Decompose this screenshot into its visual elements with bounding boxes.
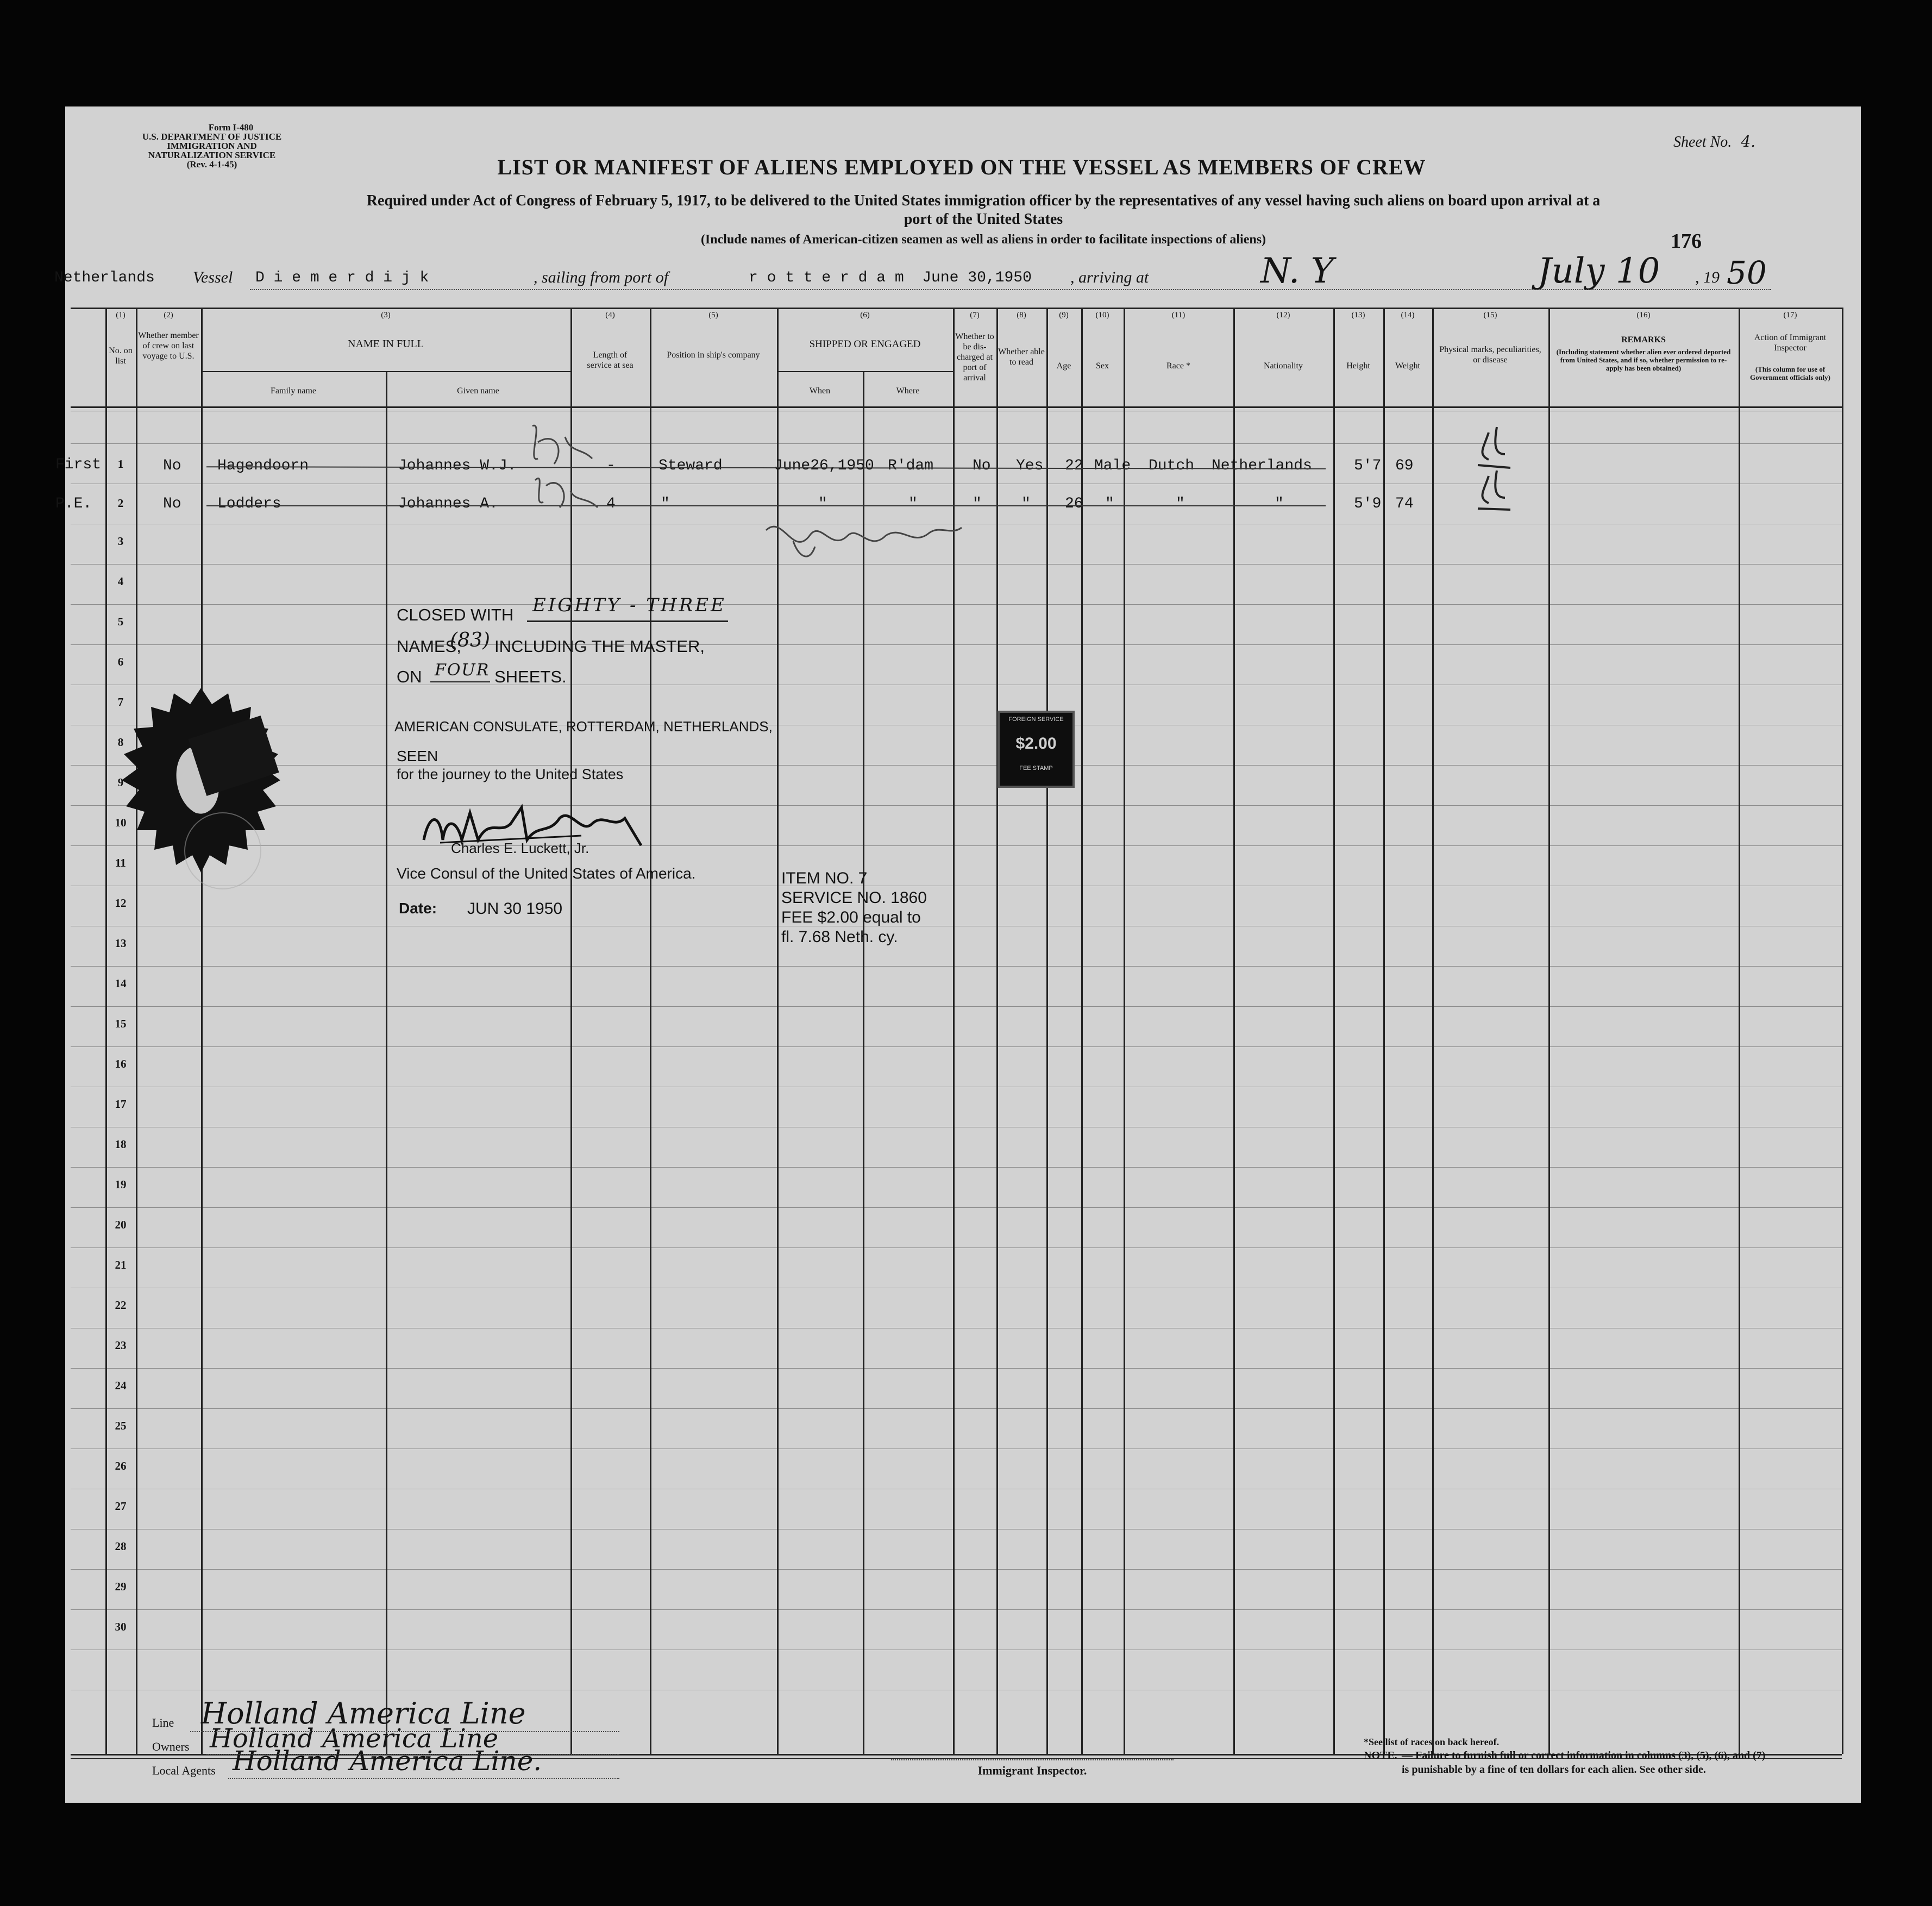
row-number: 12: [115, 896, 127, 910]
vessel-name: D i e m e r d i j k: [255, 269, 429, 286]
row-number: 19: [115, 1178, 127, 1191]
col-line: [996, 308, 998, 1754]
row-number: 3: [117, 535, 124, 548]
row-number: 14: [115, 977, 127, 990]
where-header: Where: [896, 386, 920, 396]
col-head-6: SHIPPED OR ENGAGED: [809, 338, 921, 350]
on-label: ON: [397, 667, 422, 686]
form-subtitle-1: Required under Act of Congress of February 5, 1917, to be delivered to the United States immigration officer by the representatives of any vessel having such aliens on board upon arrival at a: [366, 192, 1601, 209]
sheet-number-block: [1673, 133, 1755, 151]
row-number: 21: [115, 1258, 127, 1271]
note-text: — Failure to furnish full or correct information in columns (3), (5), (6), and (7): [1402, 1750, 1766, 1761]
owners-rule: [206, 1754, 619, 1755]
row-rule: [71, 765, 1842, 766]
cell-last-voyage: No: [163, 496, 181, 512]
col-head-2: Whether member of crew on last voyage to U.S.: [138, 331, 199, 361]
row-number: 5: [117, 615, 124, 628]
closed-count-words: EIGHTY - THREE: [532, 594, 726, 616]
col-head-3: NAME IN FULL: [348, 338, 424, 350]
line-label-visible: Line: [152, 1716, 174, 1729]
cell-given-name: Johannes A.: [398, 496, 498, 512]
row-number: 4: [117, 575, 124, 588]
fee-amount-usd: FEE $2.00 equal to: [781, 908, 921, 926]
sheets-underline: [430, 681, 490, 682]
cell-when: ": [818, 496, 827, 512]
revenue-stamp-top: FOREIGN SERVICE: [1008, 716, 1064, 723]
row-rule: [71, 604, 1842, 605]
cell-read: ": [1021, 496, 1031, 512]
cell-nationality: ": [1275, 496, 1284, 512]
row-class: P.E.: [55, 496, 92, 512]
cell-discharged: No: [973, 457, 991, 474]
col-num-14: (14): [1401, 311, 1415, 319]
row-class: First: [55, 456, 102, 473]
col-line: [1081, 308, 1083, 1754]
col-num-8: (8): [1017, 311, 1026, 319]
consulate-line-3: for the journey to the United States: [397, 766, 624, 782]
col-num-7: (7): [970, 311, 980, 319]
cell-weight: 74: [1395, 496, 1414, 512]
col-num-3: (3): [381, 311, 391, 319]
row-number: 27: [115, 1500, 127, 1513]
col-line: [1739, 308, 1740, 1754]
col-head-11: Race *: [1166, 361, 1190, 371]
row-number: 17: [115, 1098, 127, 1111]
year-prefix: , 19: [1695, 268, 1720, 286]
col-line: [570, 308, 572, 1754]
col-head-7: Whether to be dis-charged at port of arrival: [955, 332, 994, 383]
revenue-stamp-value: $2.00: [1015, 735, 1057, 753]
cell-where: R'dam: [888, 457, 934, 474]
col-head-14: Weight: [1395, 361, 1420, 371]
col-num-1: (1): [116, 311, 126, 319]
cell-height: 5'7: [1354, 457, 1382, 474]
revenue-stamp-bottom: FEE STAMP: [1019, 765, 1053, 772]
fee-amount-nlg: fl. 7.68 Neth. cy.: [781, 928, 898, 946]
cell-read: Yes: [1016, 457, 1044, 474]
vessel-label: Vessel: [193, 268, 233, 286]
col-num-2: (2): [164, 311, 173, 319]
sheet-label: Sheet No.: [1673, 134, 1732, 151]
arrival-date: July 10: [1538, 251, 1660, 291]
col-num-17: (17): [1783, 311, 1797, 319]
sailing-label: , sailing from port of: [534, 268, 669, 286]
row-strike: [206, 505, 1326, 506]
footer-block: [152, 1508, 641, 1509]
row-number: 13: [115, 937, 127, 950]
note-text-2: is punishable by a fine of ten dollars for each alien. See other side.: [1402, 1764, 1706, 1776]
col-head-1: No. on list: [109, 346, 133, 366]
row-rule: [71, 1408, 1842, 1409]
col-line: [1124, 308, 1125, 1754]
col-head-4: Length of service at sea: [587, 350, 633, 370]
handwritten-initials: [522, 415, 609, 524]
row-number: 24: [115, 1379, 127, 1392]
races-note: *See list of races on back hereof.: [1364, 1736, 1500, 1747]
cell-nationality: Netherlands: [1212, 457, 1312, 474]
row-number: 8: [117, 736, 124, 749]
row-rule: [71, 644, 1842, 645]
agents-label: Local Agents: [152, 1764, 216, 1777]
shipped-subheader-rule: [777, 371, 953, 372]
note-label: NOTE.: [1364, 1750, 1397, 1761]
sheet-number: 4.: [1741, 133, 1756, 151]
row-number: 28: [115, 1540, 127, 1553]
closed-underline: [527, 620, 728, 622]
table-top-rule: [71, 308, 1842, 309]
sheets-label: SHEETS.: [494, 667, 567, 686]
cell-family-name: Lodders: [217, 496, 281, 512]
remarks-note: (Including statement whether alien ever ordered deported from United States, and if so, whether permission to re-apply has been obtained): [1556, 348, 1731, 372]
closed-count-number: (83): [450, 629, 490, 651]
col-line: [386, 372, 387, 1754]
cell-when: June26,1950: [774, 457, 874, 474]
cell-sex: Male: [1094, 457, 1131, 474]
col-line: [650, 308, 651, 1754]
departure-port: r o t t e r d a m June 30,1950: [749, 269, 1032, 286]
col-line: [863, 372, 864, 1754]
consulate-seen: SEEN: [397, 748, 438, 764]
col-num-6: (6): [860, 311, 870, 319]
physical-marks-initials: [1467, 422, 1521, 514]
form-revision: (Rev. 4-1-45): [186, 159, 237, 170]
row-rule: [71, 966, 1842, 967]
col-num-4: (4): [605, 311, 615, 319]
col-head-5: Position in ship's company: [667, 350, 760, 360]
manifest-sheet: [54, 106, 1861, 1803]
page-stamp-number: 176: [1671, 230, 1702, 253]
col-head-17: Action of Immigrant Inspector: [1754, 333, 1827, 353]
closed-with-label: CLOSED WITH: [397, 605, 514, 624]
col-line: [1548, 308, 1550, 1754]
cell-service: -: [606, 457, 616, 474]
handwritten-signature: [761, 509, 967, 568]
form-service: IMMIGRATION AND NATURALIZATION SERVICE: [148, 141, 276, 160]
cell-age: 22: [1065, 457, 1083, 474]
inspector-label: Immigrant Inspector.: [977, 1764, 1087, 1777]
form-department: U.S. DEPARTMENT OF JUSTICE: [142, 131, 282, 142]
family-name-header: Family name: [271, 386, 316, 396]
cell-position: Steward: [658, 457, 723, 474]
row-rule: [71, 443, 1842, 444]
revenue-stamp: [998, 711, 1075, 788]
row-number: 18: [115, 1138, 127, 1151]
row-rule: [71, 1167, 1842, 1168]
row-number: 30: [115, 1620, 127, 1633]
consulate-seal: [109, 682, 293, 911]
row-rule: [71, 1609, 1842, 1610]
cell-service: 4: [606, 496, 616, 512]
consul-date: JUN 30 1950: [467, 900, 563, 918]
row-number: 29: [115, 1580, 127, 1593]
inspector-rule: [891, 1759, 1174, 1760]
row-rule: [71, 1207, 1842, 1208]
table-header-rule: [71, 406, 1842, 408]
cell-position: ": [661, 496, 670, 512]
cell-race: ": [1176, 496, 1185, 512]
fee-item-no: ITEM NO. 7: [781, 869, 868, 887]
cell-age: 26: [1065, 496, 1083, 512]
form-title: LIST OR MANIFEST OF ALIENS EMPLOYED ON THE VESSEL AS MEMBERS OF CREW: [497, 155, 1426, 179]
col-num-13: (13): [1351, 311, 1365, 319]
row-rule: [71, 1046, 1842, 1047]
row-number: 9: [117, 776, 124, 789]
consul-date-label: Date:: [399, 900, 437, 917]
col-num-10: (10): [1095, 311, 1109, 319]
consul-name: Charles E. Luckett, Jr.: [451, 840, 589, 856]
consul-title: Vice Consul of the United States of America.: [397, 865, 696, 882]
col-line: [136, 308, 137, 1754]
col-num-12: (12): [1276, 311, 1290, 319]
row-rule: [71, 1368, 1842, 1369]
row-rule: [71, 1247, 1842, 1248]
including-master-label: INCLUDING THE MASTER,: [494, 637, 705, 656]
row-rule: [71, 845, 1842, 846]
col-num-15: (15): [1483, 311, 1497, 319]
line-value: Holland America Line: [201, 1696, 526, 1731]
col-line: [1233, 308, 1235, 1754]
arrival-port: N. Y: [1260, 251, 1334, 291]
col-num-11: (11): [1171, 311, 1185, 319]
fee-service-no: SERVICE NO. 1860: [781, 889, 927, 907]
form-number: Form I-480: [208, 122, 254, 133]
col-line: [105, 308, 107, 1754]
arriving-label: , arriving at: [1070, 268, 1149, 286]
row-rule: [71, 1569, 1842, 1570]
col-line: [1842, 308, 1843, 1754]
row-number: 7: [117, 695, 124, 709]
col-line: [1383, 308, 1385, 1754]
col-num-9: (9): [1059, 311, 1069, 319]
cell-where: ": [908, 496, 918, 512]
col-head-8: Whether able to read: [998, 347, 1045, 367]
col-line: [1333, 308, 1335, 1754]
row-number: 23: [115, 1339, 127, 1352]
cell-height: 5'9: [1354, 496, 1382, 512]
owners-label: Owners: [152, 1740, 190, 1753]
when-header: When: [809, 386, 831, 396]
row-rule: [71, 1006, 1842, 1007]
form-subtitle-3: (Include names of American-citizen seamen as well as aliens in order to facilitate inspections of aliens): [700, 233, 1266, 247]
owners-value: Holland America Line: [210, 1723, 499, 1754]
row-number: 25: [115, 1419, 127, 1432]
col-line: [1046, 308, 1048, 1754]
line-rule: [190, 1731, 619, 1732]
row-number: 11: [115, 856, 126, 869]
row-number: 10: [115, 816, 127, 829]
row-number: 22: [115, 1299, 127, 1312]
vessel-flag: Netherlands: [54, 269, 155, 286]
agents-rule: [228, 1778, 619, 1779]
row-number: 20: [115, 1218, 127, 1231]
col-line: [1432, 308, 1434, 1754]
col-num-5: (5): [708, 311, 718, 319]
cell-discharged: ": [973, 496, 982, 512]
cell-sex: ": [1105, 496, 1114, 512]
action-note: (This column for use of Government officials only): [1749, 365, 1831, 381]
col-head-15: Physical marks, peculiarities, or disease: [1439, 345, 1541, 365]
row-rule: [71, 805, 1842, 806]
arrival-year: 50: [1727, 254, 1767, 291]
cell-last-voyage: No: [163, 457, 181, 474]
cell-family-name: Hagendoorn: [217, 457, 309, 474]
row-number: 6: [117, 655, 124, 668]
consulate-line-1: AMERICAN CONSULATE, ROTTERDAM, NETHERLANDS,: [394, 718, 773, 735]
names-label: NAMES,: [397, 637, 461, 656]
col-head-9: Age: [1056, 361, 1071, 371]
row-number: 16: [115, 1057, 127, 1070]
col-head-12: Nationality: [1264, 361, 1303, 371]
col-head-16: REMARKS: [1621, 335, 1666, 344]
col-head-10: Sex: [1096, 361, 1109, 371]
col-line: [201, 308, 203, 1754]
cell-race: Dutch: [1149, 457, 1195, 474]
form-subtitle-2: port of the United States: [904, 211, 1063, 228]
row-number: 1: [117, 457, 124, 471]
given-name-header: Given name: [457, 386, 499, 396]
sheets-count: FOUR: [435, 661, 490, 680]
cell-given-name: Johannes W.J.: [398, 457, 517, 474]
vessel-line-rule: [250, 289, 1771, 290]
col-num-16: (16): [1636, 311, 1651, 319]
agents-value: Holland America Line.: [233, 1745, 542, 1777]
cell-weight: 69: [1395, 457, 1414, 474]
row-number: 2: [117, 497, 124, 510]
row-number: 26: [115, 1459, 127, 1472]
row-number: 15: [115, 1017, 127, 1030]
col-head-13: Height: [1346, 361, 1370, 371]
